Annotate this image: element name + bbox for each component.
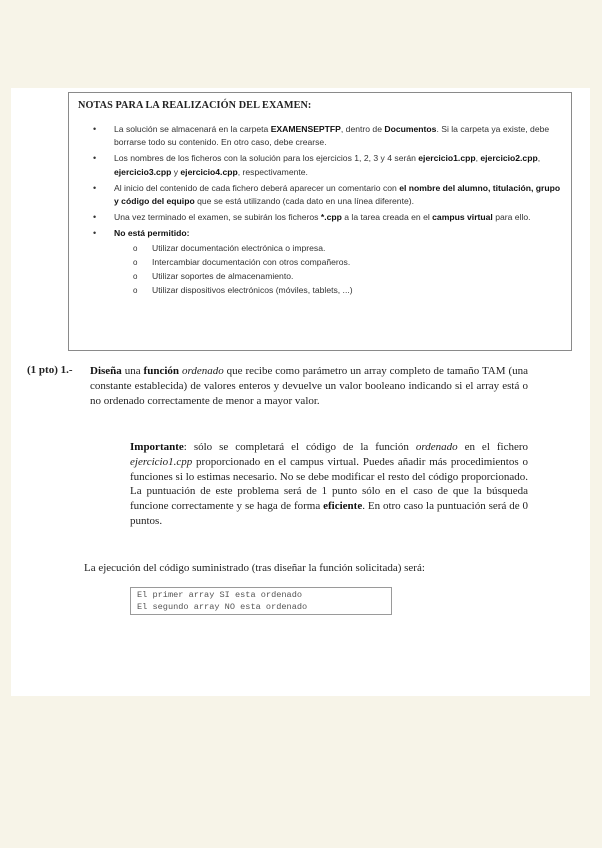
notes-list xyxy=(77,123,563,297)
bullet-icon: • xyxy=(93,182,97,193)
note-item: • No está permitido: o Utilizar documentación electrónica o impresa. o Intercambiar documentación con otros compañeros. o Utilizar soportes de almacenamiento. o Utilizar dispositivos electrónicos (móviles, tablets, ...) xyxy=(77,227,563,297)
circle-bullet-icon: o xyxy=(133,257,138,267)
execution-intro: La ejecución del código suministrado (tras diseñar la función solicitada) será: xyxy=(84,562,425,574)
bullet-icon: • xyxy=(93,228,97,239)
circle-bullet-icon: o xyxy=(133,243,138,253)
program-output-box xyxy=(130,587,392,615)
sub-item: o Intercambiar documentación con otros compañeros. xyxy=(114,256,563,269)
output-line: El primer array SI esta ordenado xyxy=(137,590,303,600)
exam-notes-box xyxy=(68,92,572,351)
bullet-icon: • xyxy=(93,124,97,134)
note-item: • Una vez terminado el examen, se subirán los ficheros *.cpp a la tarea creada en el campus virtual para ello. xyxy=(77,211,563,224)
circle-bullet-icon: o xyxy=(133,272,138,282)
output-line: El segundo array NO esta ordenado xyxy=(137,601,308,612)
bullet-icon: • xyxy=(93,153,97,164)
sub-item: o Utilizar dispositivos electrónicos (móviles, tablets, ...) xyxy=(114,284,563,297)
sub-item: o Utilizar documentación electrónica o impresa. xyxy=(114,242,563,255)
question-label: (1 pto) 1.- xyxy=(27,364,73,376)
bullet-icon: • xyxy=(93,212,97,223)
notes-title: NOTAS PARA LA REALIZACIÓN DEL EXAMEN: xyxy=(78,100,312,111)
not-allowed-list xyxy=(114,242,563,298)
circle-bullet-icon: o xyxy=(133,286,138,296)
question-statement: Diseña una función ordenado que recibe como parámetro un array completo de tamaño TAM (una constante establecida) de valores enteros y devuelve un valor booleano indicando si el array está o no ordenado correctamente de menor a mayor valor. xyxy=(90,365,528,407)
important-note: Importante: sólo se completará el código de la función ordenado en el fichero ejercicio1.cpp proporcionado en el campus virtual. Puedes añadir más procedimientos o funciones si lo estimas necesario. No se debe modificar el resto del código proporcionado. La puntuación de este problema será de 1 punto sólo en el caso de que la búsqueda funcione correctamente y se haga de forma eficiente. En otro caso la puntuación será de 0 puntos. xyxy=(130,441,529,527)
note-item: • Los nombres de los ficheros con la solución para los ejercicios 1, 2, 3 y 4 serán ejercicio1.cpp, ejercicio2.cpp, ejercicio3.cpp y ejercicio4.cpp, respectivamente. xyxy=(93,153,541,177)
sub-item: o Utilizar soportes de almacenamiento. xyxy=(114,270,563,283)
note-item: • Al inicio del contenido de cada fichero deberá aparecer un comentario con el nombre del alumno, titulación, grupo y código del equipo que se está utilizando (cada dato en una línea diferente). xyxy=(93,182,561,207)
note-item: • La solución se almacenará en la carpeta EXAMENSEPTFP, dentro de Documentos. Si la carpeta ya existe, debe borrarse todo su contenido. En otro caso, debe crearse. xyxy=(93,124,550,148)
